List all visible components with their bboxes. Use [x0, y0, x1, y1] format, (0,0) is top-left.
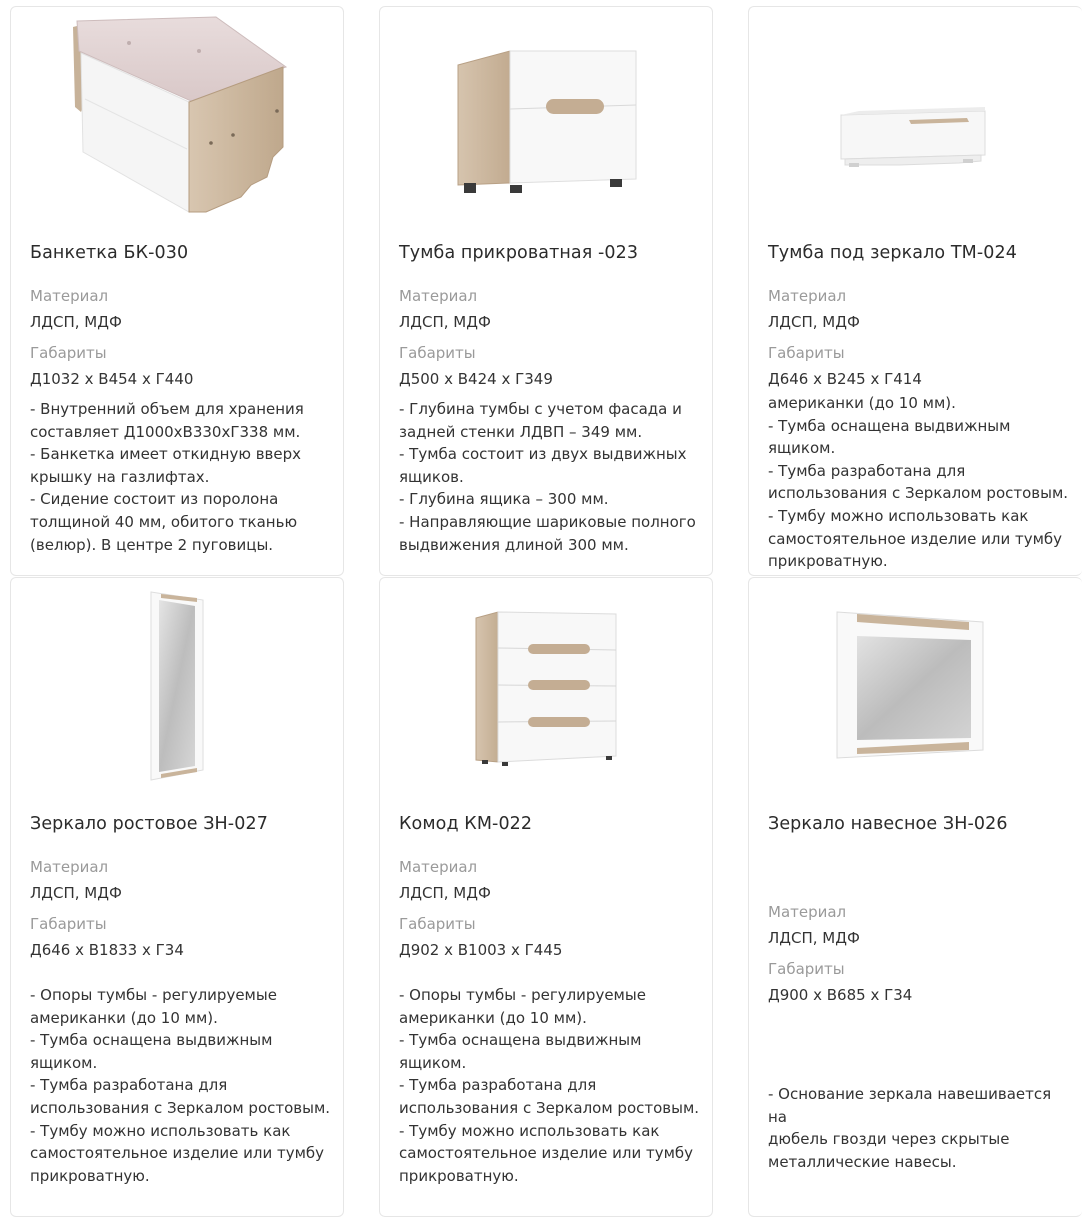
material-value: ЛДСП, МДФ — [768, 929, 860, 947]
dimensions-value: Д646 х В1833 х Г34 — [30, 941, 184, 959]
material-label: Материал — [30, 858, 109, 876]
material-label: Материал — [399, 287, 478, 305]
material-value: ЛДСП, МДФ — [30, 884, 122, 902]
material-value: ЛДСП, МДФ — [399, 313, 491, 331]
dimensions-label: Габариты — [30, 915, 107, 933]
wall-mirror-image — [749, 578, 1082, 798]
dimensions-value: Д1032 х В454 х Г440 — [30, 370, 194, 388]
product-description: - Внутренний объем для хранения составляет Д1000хВ330хГ338 мм. - Банкетка имеет откидную вверх крышку на газлифтах. - Сидение состоит из поролона толщиной 40 мм, обитого тканью (велюр). В центре 2 пуговицы. — [30, 400, 304, 554]
dimensions-label: Габариты — [768, 960, 845, 978]
product-image[interactable] — [380, 7, 712, 227]
product-title[interactable]: Тумба под зеркало ТМ-024 — [768, 243, 1017, 263]
dimensions-label: Габариты — [399, 915, 476, 933]
spacer — [768, 1017, 1070, 1083]
product-card[interactable] — [10, 577, 344, 1217]
material-label: Материал — [30, 287, 109, 305]
product-title[interactable]: Банкетка БК-030 — [30, 243, 189, 263]
product-image[interactable] — [380, 578, 712, 798]
material-label: Материал — [768, 903, 847, 921]
dresser-image — [380, 578, 713, 798]
product-card[interactable] — [748, 577, 1082, 1217]
bench-image — [11, 7, 344, 227]
product-card[interactable] — [10, 6, 344, 576]
product-image[interactable] — [11, 578, 343, 798]
dimensions-label: Габариты — [30, 344, 107, 362]
product-description: - Опоры тумбы - регулируемые американки (до 10 мм). - Тумба оснащена выдвижным ящиком. - Тумба разработана для использования с Зеркалом ростовым. - Тумбу можно использовать как самостоятельное изделие или тумбу прикроватную. — [30, 986, 331, 1185]
product-title[interactable]: Комод КМ-022 — [399, 814, 533, 834]
material-value: ЛДСП, МДФ — [768, 313, 860, 331]
product-card[interactable] — [379, 577, 713, 1217]
dimensions-value: Д900 х В685 х Г34 — [768, 986, 913, 1004]
product-image[interactable] — [11, 7, 343, 227]
product-title[interactable]: Зеркало ростовое ЗН-027 — [30, 814, 268, 834]
product-card[interactable] — [748, 6, 1082, 576]
dimensions-value: Д500 х В424 х Г349 — [399, 370, 553, 388]
product-image[interactable] — [749, 578, 1082, 798]
dimensions-label: Габариты — [768, 344, 845, 362]
product-image[interactable] — [749, 7, 1082, 227]
material-value: ЛДСП, МДФ — [399, 884, 491, 902]
spacer — [399, 972, 700, 984]
spacer — [30, 972, 331, 984]
floor-mirror-image — [11, 578, 344, 798]
dimensions-label: Габариты — [399, 344, 476, 362]
material-value: ЛДСП, МДФ — [30, 313, 122, 331]
mirror-stand-image — [749, 7, 1082, 227]
dimensions-value: Д646 х В245 х Г414 — [768, 370, 922, 388]
nightstand-image — [380, 7, 713, 227]
product-title[interactable]: Зеркало навесное ЗН-026 — [768, 814, 1008, 834]
product-description: американки (до 10 мм). - Тумба оснащена выдвижным ящиком. - Тумба разработана для использования с Зеркалом ростовым. - Тумбу можно использовать как самостоятельное изделие или тумбу прикроватную. — [768, 394, 1069, 571]
material-label: Материал — [399, 858, 478, 876]
material-label: Материал — [768, 287, 847, 305]
product-description: - Опоры тумбы - регулируемые американки (до 10 мм). - Тумба оснащена выдвижным ящиком. - Тумба разработана для использования с Зеркалом ростовым. - Тумбу можно использовать как самостоятельное изделие или тумбу прикроватную. — [399, 986, 700, 1185]
product-description: - Глубина тумбы с учетом фасада и задней стенки ЛДВП – 349 мм. - Тумба состоит из двух выдвижных ящиков. - Глубина ящика – 300 мм. - Направляющие шариковые полного выдвижения длиной 300 мм. — [399, 400, 696, 554]
product-card[interactable] — [379, 6, 713, 576]
product-description: - Основание зеркала навешивается на дюбель гвозди через скрытые металлические навесы. — [768, 1085, 1052, 1171]
product-title[interactable]: Тумба прикроватная -023 — [399, 243, 639, 263]
dimensions-value: Д902 х В1003 х Г445 — [399, 941, 563, 959]
